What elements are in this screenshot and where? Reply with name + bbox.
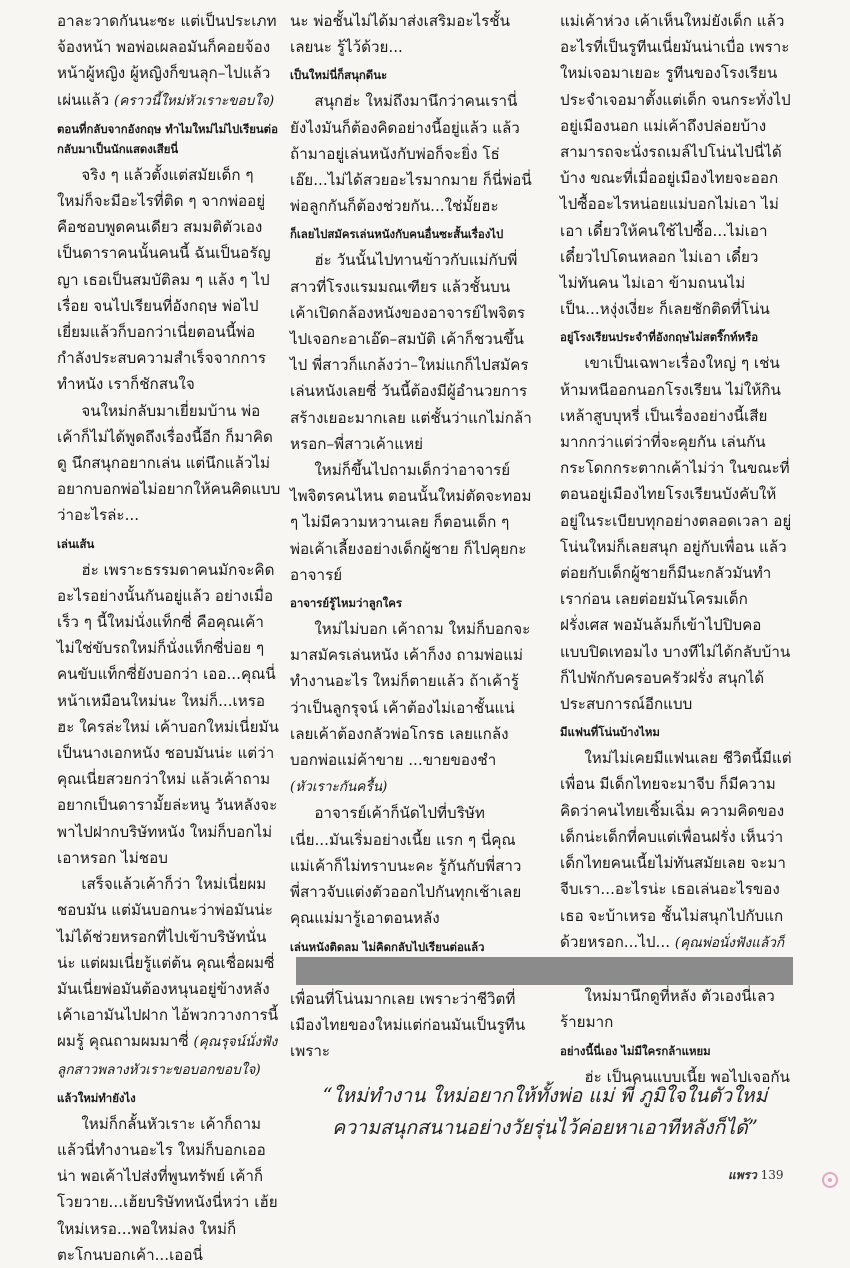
page-folio xyxy=(728,1166,784,1185)
pull-quote xyxy=(300,1080,790,1144)
paragraph-text: ใหม่ก็กลั้นหัวเราะ เค้าก็ถาม แล้วนี่ทำงานอะไร ใหม่ก็บอกเออน่า พอเค้าไปส่งที่พูนทรัพย์ เค้าก็โวยวาย...เฮ้ยบริษัทหนังนี่หว่า เฮ้ย ใหม่เหรอ...พอใหม่ลง ใหม่ก็ตะโกนบอกเค้า...เออนี่ xyxy=(57,1114,278,1264)
body-paragraph xyxy=(290,247,532,457)
pull-quote-line-2: ความสนุกสนานอย่างวัยรุ่นไว้ค่อยหาเอาทีหลังก็ได้” xyxy=(332,1116,758,1139)
question-text: อาจารย์รู้ไหมว่าลูกใคร xyxy=(290,596,402,611)
paragraph-text: ฮ่ะ วันนั้นไปทานข้าวกับแม่กับพี่สาวที่โรงแรมมณเฑียร แล้วชั้นบนเค้าเปิดกล้องหนังของอาจารย์ไพจิตร ไปเจอกะอาเอ๊ด–สมบัติ เค้าก็ชวนขึ้นไป พี่สาวก็แกล้งว่า–ใหม่แกก็ไปสมัครเล่นหนังเลยซี่ วันนี้ต้องมีผู้อำนวยการสร้างเยอะมากเลย แต่ชั้นว่าแกไม่กล้าหรอก–พี่สาวเค้าแหย่ xyxy=(290,251,532,453)
paragraph-text: ใหม่ก็ขึ้นไปถามเด็กว่าอาจารย์ไพจิตรคนไหน ตอนนั้นใหม่ตัดจะทอม ๆ ไม่มีความหวานเลย ก็ตอนเด็ก ๆ พ่อเค้าเลี้ยงอย่างเด็กผู้ชาย ก็ไปคุยกะอาจารย์ xyxy=(290,461,532,584)
section-question xyxy=(57,1088,281,1108)
paragraph-text: อาจารย์เค้าก็นัดไปที่บริษัท เนี่ย...มันเริ่มอย่างเนี้ย แรก ๆ นี่คุณแม่เค้าก็ไม่ทราบนะคะ รู้กันกับพี่สาว พี่สาวจับแต่งตัวออกไปกันทุกเช้าเลย คุณแม่มารู้เอาตอนหลัง xyxy=(290,804,522,928)
body-paragraph xyxy=(290,800,532,931)
body-paragraph xyxy=(57,871,281,1083)
body-paragraph xyxy=(57,162,281,398)
question-text: อยู่โรงเรียนประจำที่อังกฤษไม่สตริ๊กท์หรือ xyxy=(560,330,759,345)
paragraph-text: เสร็จแล้วเค้าก็ว่า ใหม่เนี่ยผมชอบมัน แต่มันบอกนะว่าพ่อมันน่ะไม่ได้ช่วยหรอกที่ไปเข้าบริษัทนั่นน่ะ แต่ผมเนี่ยรู้แต่ต้น คุณเชื่อผมซี่ มันเนี่ยพ่อมันต้องหนุนอยู่ข้างหลัง เค้าเอามันไปฝาก ไอ้พวกวางการนี้ผมรู้ คุณถามผมมาซี่ xyxy=(57,875,279,1051)
page-number: 139 xyxy=(760,1168,784,1182)
section-question xyxy=(290,65,532,85)
pink-stamp-icon xyxy=(822,1172,838,1188)
section-question xyxy=(57,119,281,159)
paragraph-text: เพื่อนที่โน่นมากเลย เพราะว่าชีวิตที่เมืองไทยของใหม่แต่ก่อนมันเป็นรูทีน เพราะ xyxy=(290,989,526,1061)
paragraph-text: ใหม่มานึกดูที่หลัง ตัวเองนี่เลวร้ายมาก xyxy=(560,987,775,1032)
body-paragraph xyxy=(560,350,792,717)
paragraph-text: จริง ๆ แล้วตั้งแต่สมัยเด็ก ๆ ใหม่ก็จะมีอะไรที่ติด ๆ จากพ่ออยู่ คือชอบพูดคนเดียว สมมติตัวเองเป็นดาราคนนั้นคนนี้ ฉันเป็นอรัญญา เธอเป็นสมบัติลม ๆ แล้ง ๆ ไปเรื่อย จนไปเรียนที่อังกฤษ พ่อไปเยี่ยมแล้วก็บอกว่าเนี่ยตอนนี้พ่อกำลังประสบความสำเร็จจากการทำหนัง เราก็ชักสนใจ xyxy=(57,165,271,394)
paragraph-text: ฮ่ะ เพราะธรรมดาคนมักจะคิดอะไรอย่างนั้นกันอยู่แล้ว อย่างเมื่อเร็ว ๆ นี้ใหม่นั่งแท็กซี่ คือคุณเค้าไม่ใช่ขับรถใหม่ก็นั่งแท็กซี่บ่อย ๆ คนขับแท็กซี่ยังบอกว่า เออ...คุณนี่หน้าเหมือนใหม่นะ ใหม่ก็...เหรอฮะ ใครล่ะใหม่ เค้าบอกใหม่เนี่ยมันเป็นนางเอกหนัง ชอบมันน่ะ แต่ว่าคุณเนี่ยสวยกว่าใหม่ แล้วเค้าถามอยากเป็นดารามั้ยล่ะหนู วันหลังจะพาไปฝากบริษัทหนัง ใหม่ก็บอกไม่เอาหรอก ไม่ชอบ xyxy=(57,560,279,867)
question-text: ก็เลยไปสมัครเล่นหนังกับคนอื่นซะสั้นเรื่องไป xyxy=(290,227,504,242)
paragraph-text: เขาเป็นเฉพาะเรื่องใหญ่ ๆ เช่น ห้ามหนีออกนอกโรงเรียน ไม่ให้กินเหล้าสูบบุหรี่ เป็นเรื่องอย่างนี้เสียมากกว่าแต่ว่าที่จะคุยกัน เล่นกันกระโดกกระตากเค้าไม่ว่า ในขณะที่ตอนอยู่เมืองไทยโรงเรียนบังคับให้อยู่ในระเบียบทุกอย่างตลอดเวลา อยู่โน่นใหม่ก็เลยสนุก อยู่กับเพื่อน แล้วต่อยกับเด็กผู้ชายก็มีนะกลัวมันทำเราก่อน เลยต่อยมันโครมเด็กฝรั่งเศส พอมันล้มก็เข้าไปปิบคอ แบบปิดเทอมไง บางทีไม่ได้กลับบ้านก็ไปพักกับครอบครัวฝรั่ง สนุกได้ประสบการณ์อีกแบบ xyxy=(560,354,792,714)
question-text: มีแฟนที่โน่นบ้างไหม xyxy=(560,725,660,740)
body-paragraph xyxy=(57,1111,281,1268)
body-paragraph xyxy=(290,457,532,588)
paragraph-text: ฮ่ะ เป็นคนแบบเนี้ย พอไปเจอกัน xyxy=(584,1067,790,1086)
body-paragraph xyxy=(57,557,281,871)
stage-direction: (คราวนี้ใหม่หัวเราะขอบใจ) xyxy=(113,92,275,109)
stage-direction: (คุณรุจน์นั่งฟังลูกสาวพลางหัวเราะขอบอกขอบใจ) xyxy=(57,1034,278,1078)
body-paragraph xyxy=(290,8,532,60)
pull-quote-line-1: “ใหม่ทำงาน ใหม่อยากให้ทั้งพ่อ แม่ พี่ ภูมิใจในตัวใหม่ xyxy=(322,1084,768,1107)
section-question xyxy=(290,593,532,613)
question-text: อย่างนี้นี่เอง ไม่มีใครกล้าแหยม xyxy=(560,1043,711,1058)
body-paragraph xyxy=(290,616,532,800)
stage-direction: (คุณพ่อนั่งฟังแล้วก็ xyxy=(674,934,785,951)
stage-direction: (หัวเราะกันครื้น) xyxy=(290,779,388,796)
paragraph-text: แม่เค้าห่วง เค้าเห็นใหม่ยังเด็ก แล้วอะไรที่เป็นรูทีนเนี่ยมันน่าเบื่อ เพราะใหม่เจอมาเยอะ รูทีนของโรงเรียนประจำเจอมาตั้งแต่เด็ก จนกระทั่งไปอยู่เมืองนอก แม่เค้าถึงปล่อยบ้าง สามารถจะนั่งรถเมล์ไปโน่นไปนี่ได้บ้าง ขณะที่เมื่ออยู่เมืองไทยจะออกไปซื้ออะไรหน่อยแม่บอกไม่เอา ไม่เอา เดี๋ยวให้คนใช้ไปซื้อ...ไม่เอา เดี๋ยวไปโดนหลอก ไม่เอา เดี๋ยวไม่ทันคน ไม่เอา ข้ามถนนไม่เป็น...หงุ่งเงี่ยะ ก็เลยชักติดที่โน่น xyxy=(560,12,791,319)
paragraph-text: อาละวาดกันนะซะ แต่เป็นประเภทจ้องหน้า พอพ่อเผลอมันก็คอยจ้องหน้าผู้หญิง ผู้หญิงก็ขนลุก–ไปแล้ว เผ่นแล้ว xyxy=(57,12,277,109)
paragraph-text: จนใหม่กลับมาเยี่ยมบ้าน พ่อเค้าก็ไม่ได้พูดถึงเรื่องนี้อีก ก็มาคิดดู นึกสนุกอยากเล่น แต่นึกแล้วไม่อยากบอกพ่อไม่อยากให้คนคิดแบบว่าอะไรล่ะ... xyxy=(57,401,281,525)
section-question xyxy=(290,224,532,244)
section-question xyxy=(560,1041,792,1061)
section-question xyxy=(560,327,792,347)
body-paragraph xyxy=(57,398,281,529)
decorative-gray-band xyxy=(296,957,793,985)
text-column-middle xyxy=(290,8,532,1064)
paragraph-text: ใหม่ไม่บอก เค้าถาม ใหม่ก็บอกจะมาสมัครเล่นหนัง เค้าก็งง ถามพ่อแม่ทำงานอะไร ใหม่ก็ตายแล้ว ถ้าเค้ารู้ว่าเป็นลูกรุจน์ เค้าต้องไม่เอาชั้นแน่เลยเค้าต้องกลัวพ่อโกรธ เลยแกล้งบอกพ่อแม่ค้าขาย ...ขายของชำ xyxy=(290,620,531,770)
question-text: เล่นเส้น xyxy=(57,536,95,551)
paragraph-text: นะ พ่อชั้นไม่ได้มาส่งเสริมอะไรชั้นเลยนะ รู้ไว้ด้วย... xyxy=(290,12,510,57)
question-text: ตอนที่กลับจากอังกฤษ ทำไมใหม่ไม่ไปเรียนต่อกลับมาเป็นนักแสดงเสียนี่ xyxy=(57,121,278,156)
paragraph-text: ใหม่ไม่เคยมีแฟนเลย ชีวิตนี้มีแต่เพื่อน มีเด็กไทยจะมาจีบ ก็มีความคิดว่าคนไทยเชิ้มเฉิ่ม ความคิดของเด็กน่ะเด็กที่คบแต่เพื่อนฝรั่ง เห็นว่าเด็กไทยคนเนี้ยไม่ทันสมัยเลย จะมาจีบเรา...อะไรน่ะ เธอเล่นอะไรของเธอ จะบ้าเหรอ ชั้นไม่สนุกไปกับแกด้วยหรอก...ไป... xyxy=(560,749,792,951)
question-text: เล่นหนังติดลม ไม่คิดกลับไปเรียนต่อแล้ว xyxy=(290,939,485,954)
text-column-right xyxy=(560,8,792,1090)
question-text: แล้วใหม่ทำยังไง xyxy=(57,1090,136,1105)
body-paragraph xyxy=(560,745,792,983)
body-paragraph xyxy=(57,8,281,114)
question-text: เป็นใหม่นี่ก็สนุกดีนะ xyxy=(290,68,388,83)
body-paragraph xyxy=(290,88,532,219)
text-column-left xyxy=(57,8,281,1268)
paragraph-text: สนุกฮ่ะ ใหม่ถึงมานึกว่าคนเรานี่ยังไงมันก็ต้องคิดอย่างนี้อยู่แล้ว แล้วถ้ามาอยู่เล่นหนังกับพ่อก็จะยิ่ง โธ่เอ๊ย...ไม่ได้สวยอะไรมากมาย ก็นี่พ่อนี่ พ่อลูกกันก็ต้องช่วยกัน...ใช่มั้ยฮะ xyxy=(290,92,532,216)
section-question xyxy=(57,534,281,554)
body-paragraph xyxy=(560,8,792,322)
magazine-name: แพรว xyxy=(728,1168,757,1182)
section-question xyxy=(290,937,532,957)
body-paragraph xyxy=(560,983,792,1035)
section-question xyxy=(560,722,792,742)
